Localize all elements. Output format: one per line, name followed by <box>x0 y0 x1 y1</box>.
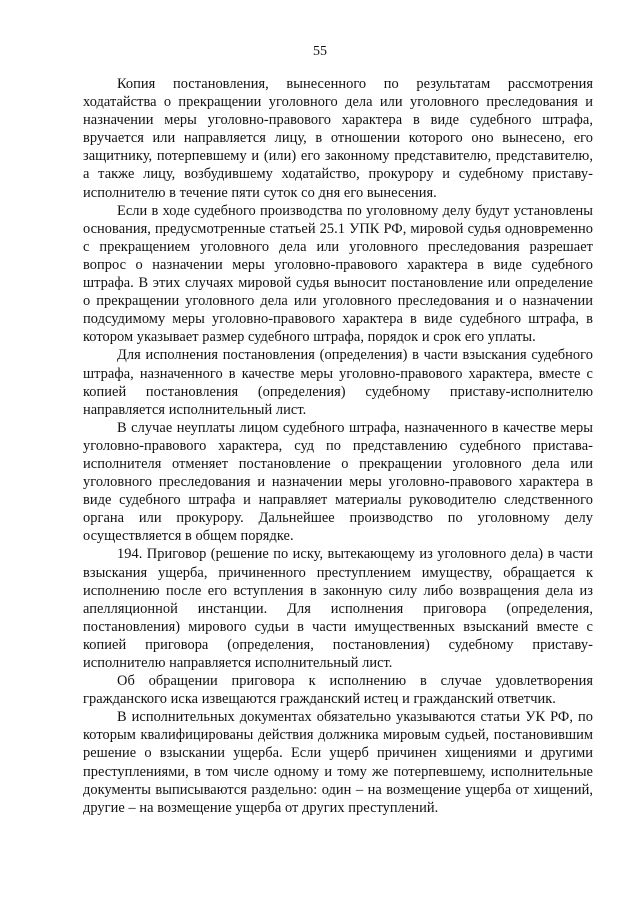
paragraph-grounds-article-25-1: Если в ходе судебного производства по уголовному делу будут установлены основания, предусмотренные статьей 25.1 УПК РФ, мировой судья одновременно с прекращением уголовного дела или уголовного преследования разрешает вопрос о назначении меры уголовно-правового характера в виде судебного штрафа. В этих случаях мировой судья выносит постановление или определение о прекращении уголовного дела или уголовного преследования и о назначении подсудимому меры уголовно-правового характера в виде судебного штрафа, в котором указывает размер судебного штрафа, порядок и срок его уплаты. <box>83 202 593 346</box>
paragraph-194-sentence-execution: 194. Приговор (решение по иску, вытекающему из уголовного дела) в части взыскания ущерба, причиненного преступлением имуществу, обращается к исполнению после его вступления в законную силу либо возвращения дела из апелляционной инстанции. Для исполнения приговора (определения, постановления) мирового судьи в части имущественных взысканий вместе с копией приговора (определения, постановления) судебному приставу-исполнителю направляется исполнительный лист. <box>83 546 593 671</box>
page-number: 55 <box>313 44 327 59</box>
paragraph-executive-documents: В исполнительных документах обязательно указываются статьи УК РФ, по которым квалифицированы действия должника мировым судьей, постановившим решение о взыскании ущерба. Если ущерб причинен хищениями и другими преступлениями, в том числе одному и тому же потерпевшему, исполнительные документы выписываются раздельно: один – на возмещение ущерба от хищений, другие – на возмещение ущерба от других преступлений. <box>83 709 593 816</box>
body-text <box>83 75 593 817</box>
paragraph-execution-writ: Для исполнения постановления (определения) в части взыскания судебного штрафа, назначенного в качестве меры уголовно-правового характера, вместе с копией постановления (определения) судебному приставу-исполнителю направляется исполнительный лист. <box>83 347 593 418</box>
paragraph-non-payment: В случае неуплаты лицом судебного штрафа, назначенного в качестве меры уголовно-правового характера, суд по представлению судебного пристава-исполнителя отменяет постановление о прекращении уголовного дела или уголовного преследования и назначении меры уголовно-правового характера в виде судебного штрафа и направляет материалы руководителю следственного органа или прокурору. Дальнейшее производство по уголовному делу осуществляется в общем порядке. <box>83 419 593 545</box>
paragraph-copy-delivery: Копия постановления, вынесенного по результатам рассмотрения ходатайства о прекращении уголовного дела или уголовного преследования и назначении меры уголовно-правового характера в виде судебного штрафа, вручается или направляется лицу, в отношении которого оно вынесено, его защитнику, потерпевшему и (или) его законному представителю, представителю, а также лицу, возбудившему ходатайство, прокурору и судебному приставу-исполнителю в течение пяти суток со дня его вынесения. <box>83 76 593 201</box>
paragraph-civil-claim-notice: Об обращении приговора к исполнению в случае удовлетворения гражданского иска извещаются гражданский истец и гражданский ответчик. <box>83 673 593 708</box>
